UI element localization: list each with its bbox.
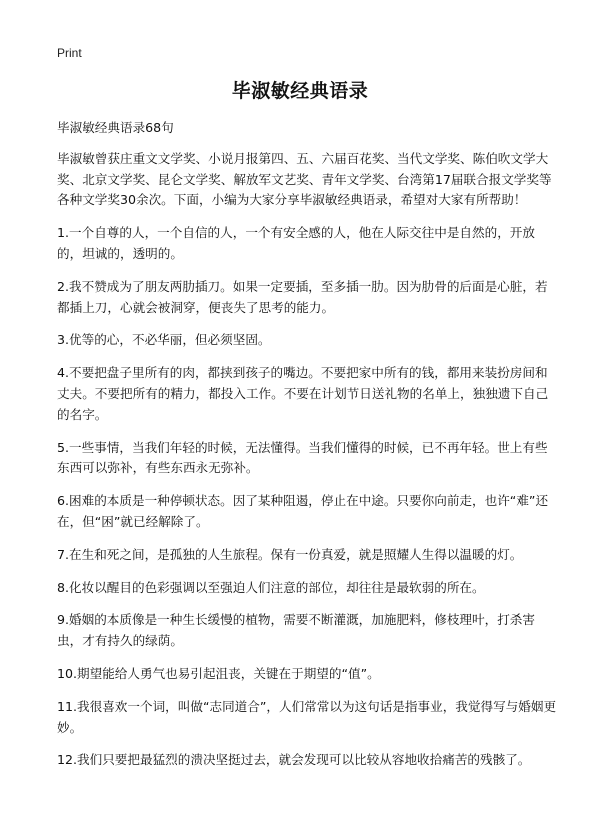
quote-item: 10.期望能给人勇气也易引起沮丧，关键在于期望的“值”。 bbox=[57, 665, 380, 681]
quote-item: 9.婚姻的本质像是一种生长缓慢的植物，需要不断灌溉，加施肥料，修枝理叶，打杀害虫，才有持久的绿荫。 bbox=[57, 612, 535, 649]
quote-item: 5.一些事情，当我们年轻的时候，无法懂得。当我们懂得的时候，已不再年轻。世上有些东西可以弥补，有些东西永无弥补。 bbox=[57, 439, 548, 476]
article-body bbox=[57, 118, 557, 783]
quote-item: 4.不要把盘子里所有的肉，都挟到孩子的嘴边。不要把家中所有的钱，都用来装扮房间和丈夫。不要把所有的精力，都投入工作。不要在计划节日送礼物的名单上，独独遗下自己的名字。 bbox=[57, 365, 549, 422]
quote-item: 12.我们只要把最猛烈的溃决坚挺过去，就会发现可以比较从容地收拾痛苦的残骸了。 bbox=[57, 752, 531, 768]
quote-item: 6.困难的本质是一种停顿状态。因了某种阻遏，停止在中途。只要你向前走，也许“难”还在，但“困”就已经解除了。 bbox=[57, 493, 549, 529]
print-link[interactable]: Print bbox=[57, 46, 82, 60]
article-intro: 毕淑敏曾获庄重文文学奖、小说月报第四、五、六届百花奖、当代文学奖、陈伯吹文学大奖、北京文学奖、昆仑文学奖、解放军文艺奖、青年文学奖、台湾第17届联合报文学奖等各种文学奖30余次。下面，小编为大家分享毕淑敏经典语录，希望对大家有所帮助！ bbox=[57, 150, 552, 208]
quote-item: 8.化妆以醒目的色彩强调以至强迫人们注意的部位，却往往是最软弱的所在。 bbox=[57, 579, 485, 595]
quote-item: 1.一个自尊的人，一个自信的人，一个有安全感的人，他在人际交往中是自然的，开放的，坦诚的，透明的。 bbox=[57, 225, 535, 261]
quote-item: 11.我很喜欢一个词，叫做“志同道合”，人们常常以为这句话是指事业，我觉得写与婚姻更妙。 bbox=[57, 698, 557, 735]
article-title: 毕淑敏经典语录 bbox=[231, 80, 369, 102]
article-subtitle: 毕淑敏经典语录68句 bbox=[57, 120, 174, 135]
quote-item: 3.优等的心，不必华丽，但必须坚固。 bbox=[57, 332, 271, 348]
quote-item: 2.我不赞成为了朋友两肋插刀。如果一定要插，至多插一肋。因为肋骨的后面是心脏，若都插上刀，心就会被洞穿，便丧失了思考的能力。 bbox=[57, 278, 548, 315]
quote-item: 7.在生和死之间，是孤独的人生旅程。保有一份真爱，就是照耀人生得以温暖的灯。 bbox=[57, 546, 523, 562]
